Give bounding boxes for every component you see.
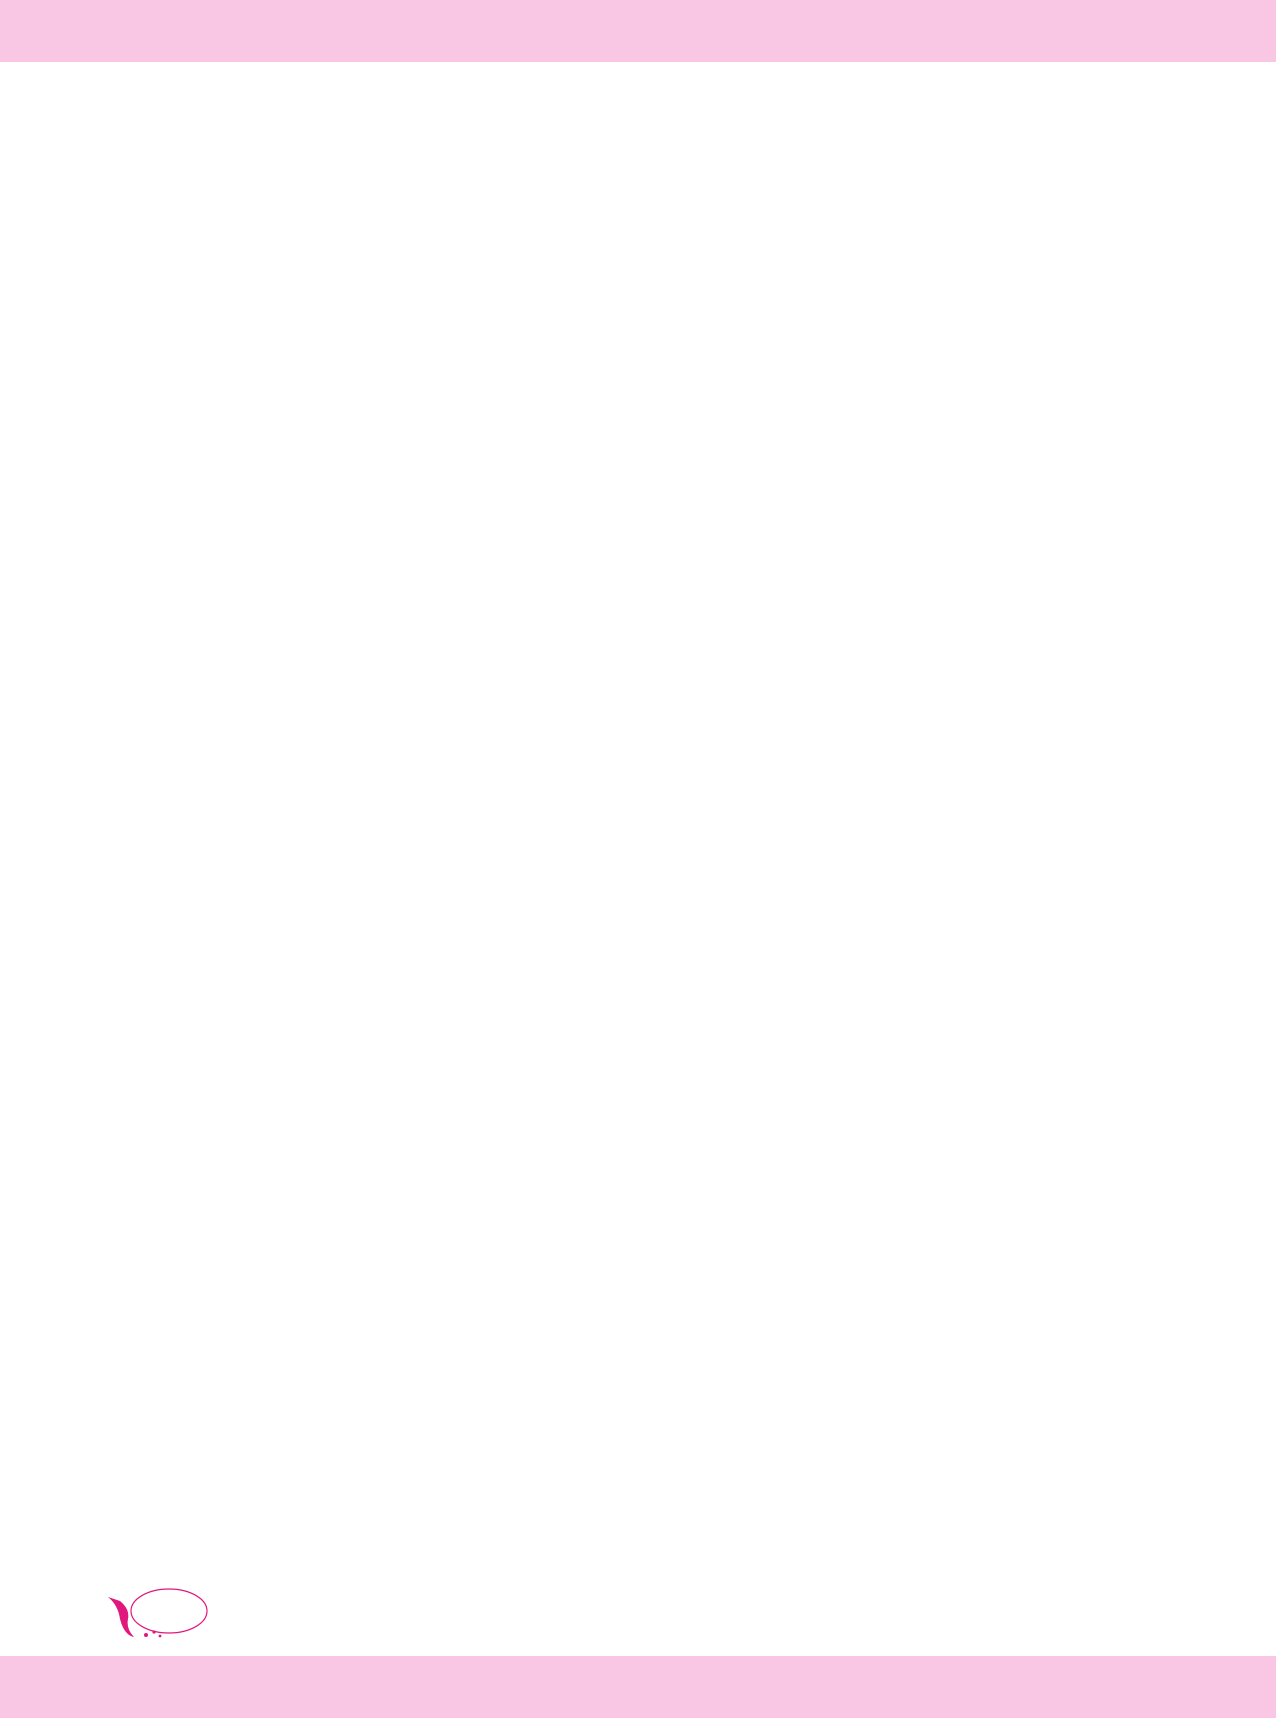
top-scalloped-band <box>0 0 1276 100</box>
page-body <box>166 188 1110 204</box>
bottom-scalloped-band <box>0 1618 1276 1718</box>
